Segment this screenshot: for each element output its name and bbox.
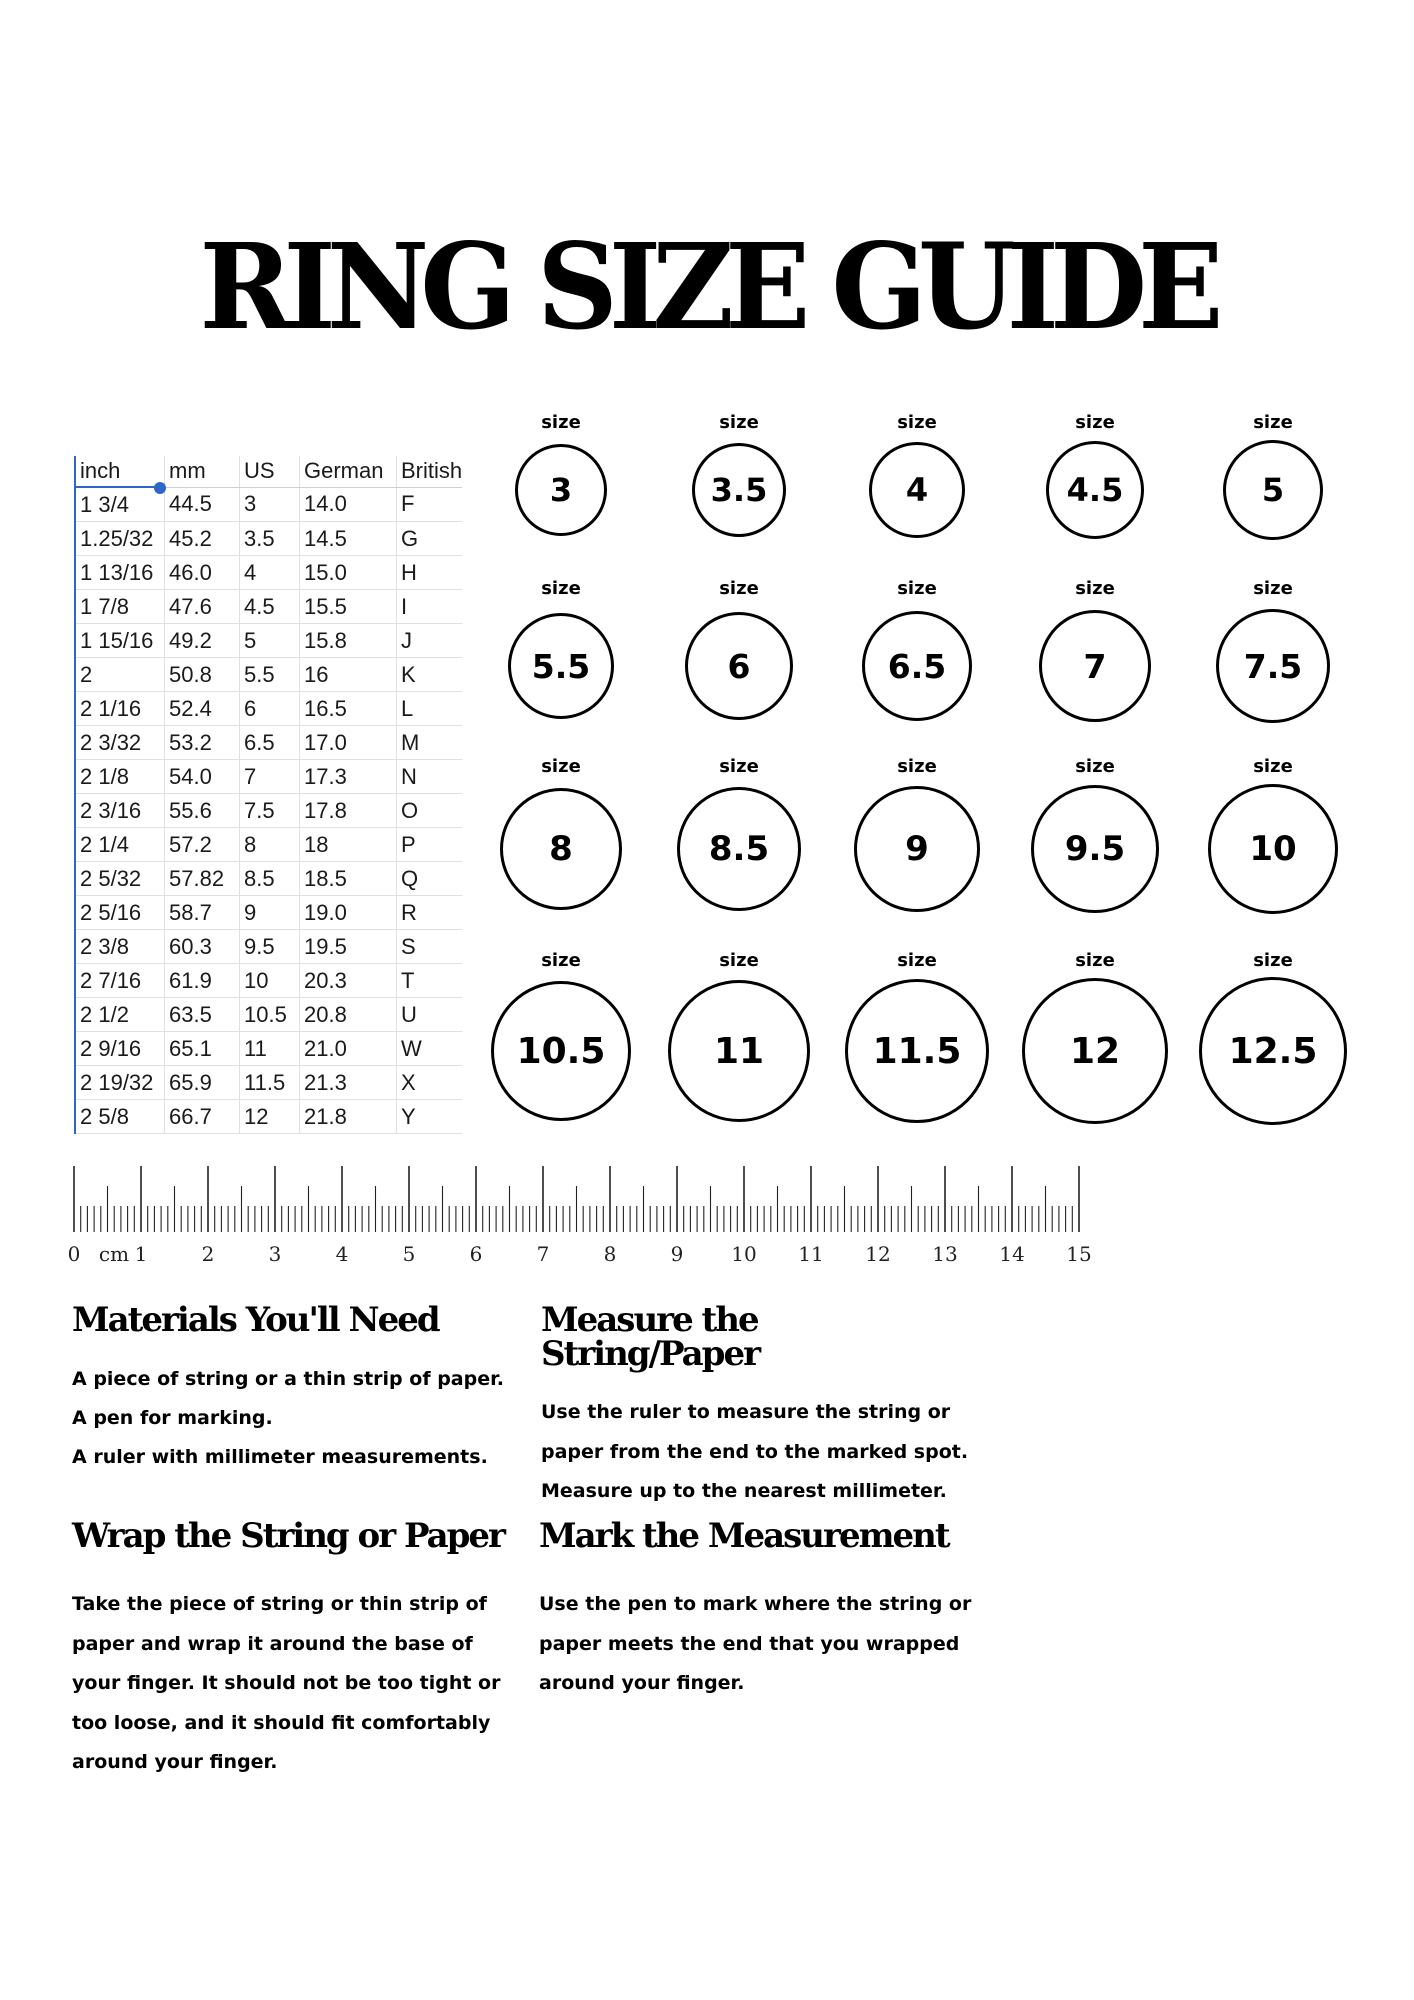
table-row: [75, 590, 462, 624]
table-row: [75, 522, 462, 556]
table-cell: S: [397, 930, 463, 964]
text-line: Use the pen to mark where the string or: [539, 1593, 972, 1615]
table-cell: 10.5: [240, 998, 300, 1032]
table-row: [75, 624, 462, 658]
ruler-zero-label: 0: [67, 1242, 81, 1266]
measure-heading: Measure the String/Paper: [541, 1300, 760, 1374]
wrap-text: [72, 1585, 512, 1783]
ruler-label: 10: [731, 1242, 757, 1266]
mark-section: [539, 1516, 979, 1704]
text-line: Take the piece of string or thin strip of: [72, 1593, 487, 1615]
ruler-label: 1: [134, 1242, 148, 1266]
table-cell: 6: [240, 692, 300, 726]
ring-size-circle: 9: [854, 786, 980, 912]
table-cell: 3.5: [240, 522, 300, 556]
ring-size-circle: 4: [869, 442, 965, 538]
ruler-label: 4: [335, 1242, 349, 1266]
table-cell: Q: [397, 862, 463, 896]
table-cell: 21.3: [300, 1066, 397, 1100]
table-cell: 19.5: [300, 930, 397, 964]
table-cell: 14.0: [300, 487, 397, 522]
table-cell: 4: [240, 556, 300, 590]
table-cell: 2 5/8: [75, 1100, 165, 1134]
table-cell: 2 5/16: [75, 896, 165, 930]
table-cell: 15.0: [300, 556, 397, 590]
table-cell: 15.8: [300, 624, 397, 658]
ring-size-circle: 8.5: [677, 787, 801, 911]
table-row: [75, 862, 462, 896]
selection-handle[interactable]: [154, 482, 166, 494]
table-cell: 2 1/16: [75, 692, 165, 726]
table-cell: 19.0: [300, 896, 397, 930]
table-row: [75, 1066, 462, 1100]
ring-size-caption: size: [541, 578, 581, 599]
table-cell: 46.0: [165, 556, 240, 590]
table-cell: U: [397, 998, 463, 1032]
ruler-label: 8: [603, 1242, 617, 1266]
table-cell: X: [397, 1066, 463, 1100]
table-cell: K: [397, 658, 463, 692]
table-row: [75, 556, 462, 590]
table-cell: 2 9/16: [75, 1032, 165, 1066]
table-cell: 55.6: [165, 794, 240, 828]
centimeter-ruler: [60, 1160, 1100, 1270]
text-line: your finger. It should not be too tight or: [72, 1672, 501, 1694]
table-cell: O: [397, 794, 463, 828]
ring-size-circle: 12: [1022, 978, 1168, 1124]
table-cell: 18.5: [300, 862, 397, 896]
table-cell: 9.5: [240, 930, 300, 964]
ring-size-caption: size: [719, 756, 759, 777]
table-row: [75, 658, 462, 692]
table-cell: G: [397, 522, 463, 556]
table-cell: J: [397, 624, 463, 658]
table-cell: 11: [240, 1032, 300, 1066]
table-cell: 65.9: [165, 1066, 240, 1100]
wrap-section: [72, 1516, 512, 1783]
table-cell: 20.8: [300, 998, 397, 1032]
table-row: [75, 794, 462, 828]
column-header: German: [300, 456, 397, 487]
ring-size-circle: 7.5: [1216, 609, 1330, 723]
table-cell: 1 15/16: [75, 624, 165, 658]
page-title: RING SIZE GUIDE: [199, 218, 1215, 357]
ruler-ticks: [74, 1166, 1079, 1232]
table-row: [75, 487, 462, 522]
size-conversion-table: [74, 456, 462, 1134]
ruler-label: 3: [268, 1242, 282, 1266]
text-line: Use the ruler to measure the string or: [541, 1401, 951, 1423]
table-cell: 66.7: [165, 1100, 240, 1134]
table-cell: 1 13/16: [75, 556, 165, 590]
ruler-labels: [135, 1242, 1092, 1266]
column-header: inch: [75, 456, 165, 487]
table-cell: 5.5: [240, 658, 300, 692]
ring-size-circle: 12.5: [1199, 977, 1347, 1125]
ring-size-caption: size: [1075, 412, 1115, 433]
ruler-label: 7: [536, 1242, 550, 1266]
table-row: [75, 828, 462, 862]
table-row: [75, 1100, 462, 1134]
table-cell: 2 1/4: [75, 828, 165, 862]
table-cell: 8: [240, 828, 300, 862]
table-cell: 2 1/2: [75, 998, 165, 1032]
column-header: mm: [165, 456, 240, 487]
table-cell: 12: [240, 1100, 300, 1134]
materials-heading: Materials You'll Need: [72, 1300, 439, 1340]
table-cell: 21.0: [300, 1032, 397, 1066]
table-cell: 5: [240, 624, 300, 658]
table-cell: 7: [240, 760, 300, 794]
table-cell: 4.5: [240, 590, 300, 624]
table-cell: 2 1/8: [75, 760, 165, 794]
table-cell: 2 5/32: [75, 862, 165, 896]
ring-size-circle: 4.5: [1046, 441, 1144, 539]
table-cell: Y: [397, 1100, 463, 1134]
ruler-label: 12: [865, 1242, 891, 1266]
table-cell: 2 7/16: [75, 964, 165, 998]
table-cell: 17.0: [300, 726, 397, 760]
measure-section: [541, 1300, 981, 1512]
table-cell: 11.5: [240, 1066, 300, 1100]
table-cell: 6.5: [240, 726, 300, 760]
table-cell: 54.0: [165, 760, 240, 794]
ruler-label: 13: [932, 1242, 958, 1266]
ruler-label: 2: [201, 1242, 215, 1266]
table-cell: 2: [75, 658, 165, 692]
ruler-label: 6: [469, 1242, 483, 1266]
table-cell: 49.2: [165, 624, 240, 658]
mark-heading: Mark the Measurement: [539, 1516, 949, 1556]
table-cell: 2 3/32: [75, 726, 165, 760]
table-cell: 57.2: [165, 828, 240, 862]
ring-size-caption: size: [897, 578, 937, 599]
text-line: Measure up to the nearest millimeter.: [541, 1480, 947, 1502]
ring-size-caption: size: [1075, 950, 1115, 971]
table-cell: 47.6: [165, 590, 240, 624]
table-cell: 21.8: [300, 1100, 397, 1134]
table-row: [75, 692, 462, 726]
table-cell: 18: [300, 828, 397, 862]
table-cell: 58.7: [165, 896, 240, 930]
ruler-label: 15: [1066, 1242, 1092, 1266]
ring-size-circle: 6: [685, 612, 793, 720]
table-row: [75, 896, 462, 930]
ring-size-circle: 6.5: [862, 611, 972, 721]
text-line: paper meets the end that you wrapped: [539, 1632, 960, 1655]
mark-text: [539, 1585, 979, 1704]
table-cell: L: [397, 692, 463, 726]
ring-size-caption: size: [719, 578, 759, 599]
table-cell: 15.5: [300, 590, 397, 624]
table-cell: H: [397, 556, 463, 590]
ring-size-caption: size: [541, 950, 581, 971]
column-header: British: [397, 456, 463, 487]
table-cell: 61.9: [165, 964, 240, 998]
table-cell: 1 3/4: [75, 487, 165, 522]
wrap-heading: Wrap the String or Paper: [72, 1516, 504, 1556]
ring-size-caption: size: [719, 412, 759, 433]
ring-size-caption: size: [1075, 578, 1115, 599]
ring-size-caption: size: [719, 950, 759, 971]
table-row: [75, 726, 462, 760]
table-row: [75, 760, 462, 794]
ring-size-caption: size: [1075, 756, 1115, 777]
ruler-label: 5: [402, 1242, 416, 1266]
table-cell: I: [397, 590, 463, 624]
table-cell: 14.5: [300, 522, 397, 556]
table-body: [75, 487, 462, 1134]
table-cell: N: [397, 760, 463, 794]
table-row: [75, 964, 462, 998]
table-cell: 2 3/8: [75, 930, 165, 964]
ruler-label: 14: [999, 1242, 1025, 1266]
ruler-label: 9: [670, 1242, 684, 1266]
measure-text: [541, 1393, 981, 1512]
ring-size-caption: size: [897, 756, 937, 777]
table-cell: 7.5: [240, 794, 300, 828]
table-row: [75, 998, 462, 1032]
table-cell: 10: [240, 964, 300, 998]
table-row: [75, 1032, 462, 1066]
ring-size-caption: size: [1253, 950, 1293, 971]
text-line: paper and wrap it around the base of: [72, 1632, 473, 1655]
table-cell: 65.1: [165, 1032, 240, 1066]
list-item: A pen for marking.: [72, 1407, 273, 1429]
table-cell: 44.5: [165, 487, 240, 522]
table-cell: 57.82: [165, 862, 240, 896]
table-cell: 52.4: [165, 692, 240, 726]
text-line: around your finger.: [72, 1751, 278, 1773]
ring-size-circle: 3: [515, 444, 607, 536]
table-cell: R: [397, 896, 463, 930]
text-line: paper from the end to the marked spot.: [541, 1440, 969, 1463]
table-cell: 17.8: [300, 794, 397, 828]
ruler-unit-label: cm: [98, 1242, 130, 1266]
table-cell: 63.5: [165, 998, 240, 1032]
table-cell: T: [397, 964, 463, 998]
ruler-label: 11: [798, 1242, 824, 1266]
ring-size-caption: size: [1253, 412, 1293, 433]
ring-size-circle: 9.5: [1031, 785, 1159, 913]
table-cell: 9: [240, 896, 300, 930]
table-cell: 17.3: [300, 760, 397, 794]
table-cell: 45.2: [165, 522, 240, 556]
ring-size-caption: size: [1253, 578, 1293, 599]
table-header-row: [75, 456, 462, 487]
ring-size-circle: 10: [1208, 784, 1338, 914]
list-item: A piece of string or a thin strip of paper.: [72, 1368, 504, 1390]
table-cell: 1 7/8: [75, 590, 165, 624]
table-cell: 60.3: [165, 930, 240, 964]
table-cell: 53.2: [165, 726, 240, 760]
table-cell: 16: [300, 658, 397, 692]
ring-size-circle: 3.5: [692, 443, 786, 537]
table-cell: 2 19/32: [75, 1066, 165, 1100]
table-cell: M: [397, 726, 463, 760]
list-item: A ruler with millimeter measurements.: [72, 1446, 488, 1468]
table-cell: 20.3: [300, 964, 397, 998]
ring-size-caption: size: [1253, 756, 1293, 777]
table-row: [75, 930, 462, 964]
table-cell: 3: [240, 487, 300, 522]
ring-size-caption: size: [541, 412, 581, 433]
ring-size-circle: 11.5: [845, 979, 989, 1123]
text-line: too loose, and it should fit comfortably: [72, 1711, 491, 1734]
ring-size-circle: 5: [1223, 440, 1323, 540]
materials-section: [72, 1300, 512, 1477]
ring-size-circle: 10.5: [491, 981, 631, 1121]
ring-size-circle: 11: [668, 980, 810, 1122]
ring-size-caption: size: [897, 412, 937, 433]
table-cell: 1.25/32: [75, 522, 165, 556]
ring-size-circle: 5.5: [508, 613, 614, 719]
table-cell: F: [397, 487, 463, 522]
table-cell: 2 3/16: [75, 794, 165, 828]
ring-size-caption: size: [897, 950, 937, 971]
materials-list: [72, 1360, 512, 1477]
table-cell: 16.5: [300, 692, 397, 726]
text-line: around your finger.: [539, 1672, 745, 1694]
ring-size-circle: 8: [500, 788, 622, 910]
ring-size-circle: 7: [1039, 610, 1151, 722]
table-cell: W: [397, 1032, 463, 1066]
ring-size-caption: size: [541, 756, 581, 777]
table-cell: 8.5: [240, 862, 300, 896]
table-cell: 50.8: [165, 658, 240, 692]
column-header: US: [240, 456, 300, 487]
table-cell: P: [397, 828, 463, 862]
